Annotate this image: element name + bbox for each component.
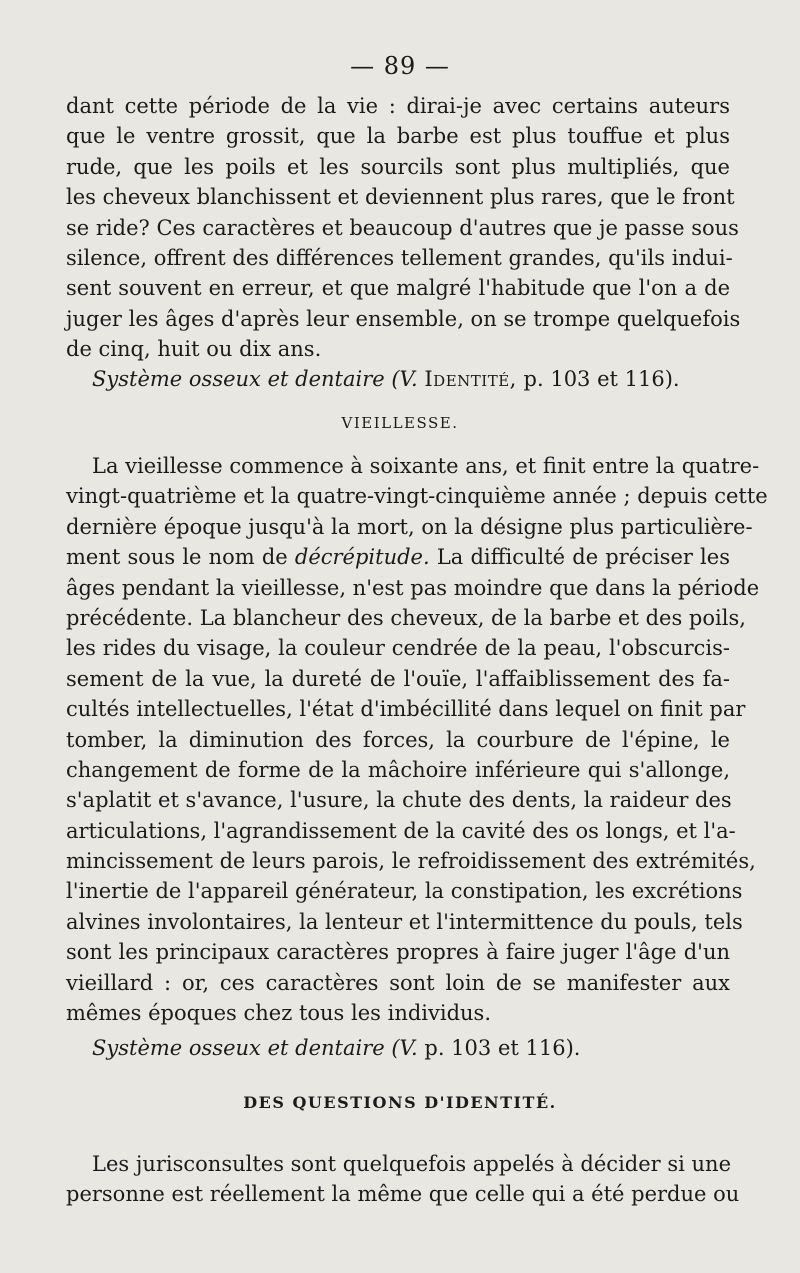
- text-line: dernière époque jusqu'à la mort, on la désigne plus particulière-: [66, 514, 753, 539]
- page-number: — 89 —: [350, 52, 450, 80]
- paragraph-identite: [66, 1149, 740, 1210]
- text-line: cultés intellectuelles, l'état d'imbécillité dans lequel on finit par: [66, 697, 746, 722]
- text-line: s'aplatit et s'avance, l'usure, la chute des dents, la raideur des: [66, 788, 732, 813]
- cross-reference: [92, 1033, 580, 1063]
- text-line: l'inertie de l'appareil générateur, la constipation, les excrétions: [66, 879, 743, 904]
- text-line: de cinq, huit ou dix ans.: [66, 337, 322, 362]
- text-line: articulations, l'agrandissement de la cavité des os longs, et l'a-: [66, 818, 736, 843]
- text-line: âges pendant la vieillesse, n'est pas moindre que dans la période: [66, 575, 760, 600]
- paragraph-continuation: [66, 91, 741, 365]
- text-line: Les jurisconsultes sont quelquefois appelés à décider si une: [92, 1152, 732, 1176]
- text-line: changement de forme de la mâchoire inférieure qui s'allonge,: [66, 757, 730, 782]
- text-line: mêmes époques chez tous les individus.: [66, 1001, 492, 1026]
- text-line: juger les âges d'après leur ensemble, on se trompe quelquefois: [66, 306, 741, 331]
- text-line: les rides du visage, la couleur cendrée de la peau, l'obscurcis-: [66, 636, 730, 661]
- text-line: précédente. La blancheur des cheveux, de la barbe et des poils,: [66, 605, 746, 630]
- text-segment: La difficulté de préciser les: [436, 545, 730, 570]
- text-line: rude, que les poils et les sourcils sont plus multipliés, que: [66, 154, 730, 179]
- text-line: silence, offrent des différences tellement grandes, qu'ils indui-: [66, 245, 733, 270]
- reference-title: Système osseux et dentaire (V.: [92, 1036, 418, 1060]
- text-segment: ment sous le nom de: [66, 545, 288, 570]
- text-line: alvines involontaires, la lenteur et l'intermittence du pouls, tels: [66, 909, 743, 934]
- text-line: vingt-quatrième et la quatre-vingt-cinquième année ; depuis cette: [66, 484, 768, 509]
- reference-pages: p. 103 et 116).: [424, 1036, 581, 1060]
- text-line: dant cette période de la vie : dirai-je avec certains auteurs: [66, 94, 730, 118]
- text-line: se ride? Ces caractères et beaucoup d'autres que je passe sous: [66, 215, 739, 240]
- reference-title: Système osseux et dentaire (V.: [92, 367, 418, 391]
- text-line: tomber, la diminution des forces, la courbure de l'épine, le: [66, 727, 730, 752]
- text-line: sent souvent en erreur, et que malgré l'habitude que l'on a de: [66, 276, 730, 301]
- text-line: mincissement de leurs parois, le refroidissement des extrémités,: [66, 849, 756, 874]
- text-line: sont les principaux caractères propres à faire juger l'âge d'un: [66, 940, 730, 965]
- text-line: personne est réellement la même que celle qui a été perdue ou: [66, 1182, 740, 1207]
- text-line: La vieillesse commence à soixante ans, et finit entre la quatre-: [92, 454, 760, 478]
- reference-section: Identité,: [424, 367, 517, 391]
- text-line: vieillard : or, ces caractères sont loin de se manifester aux: [66, 970, 730, 995]
- text-line: que le ventre grossit, que la barbe est plus touffue et plus: [66, 124, 730, 149]
- section-heading-vieillesse: VIEILLESSE.: [341, 414, 459, 432]
- text-line: sement de la vue, la dureté de l'ouïe, l'affaiblissement des fa-: [66, 666, 730, 691]
- term-decrepitude: décrépitude.: [294, 545, 430, 570]
- cross-reference: [92, 364, 680, 394]
- reference-pages: p. 103 et 116).: [523, 367, 680, 391]
- text-line: les cheveux blanchissent et deviennent plus rares, que le front: [66, 185, 735, 210]
- text-line-with-term: [66, 542, 730, 572]
- paragraph-vieillesse: [66, 451, 768, 1028]
- section-heading-identite: DES QUESTIONS D'IDENTITÉ.: [243, 1093, 557, 1112]
